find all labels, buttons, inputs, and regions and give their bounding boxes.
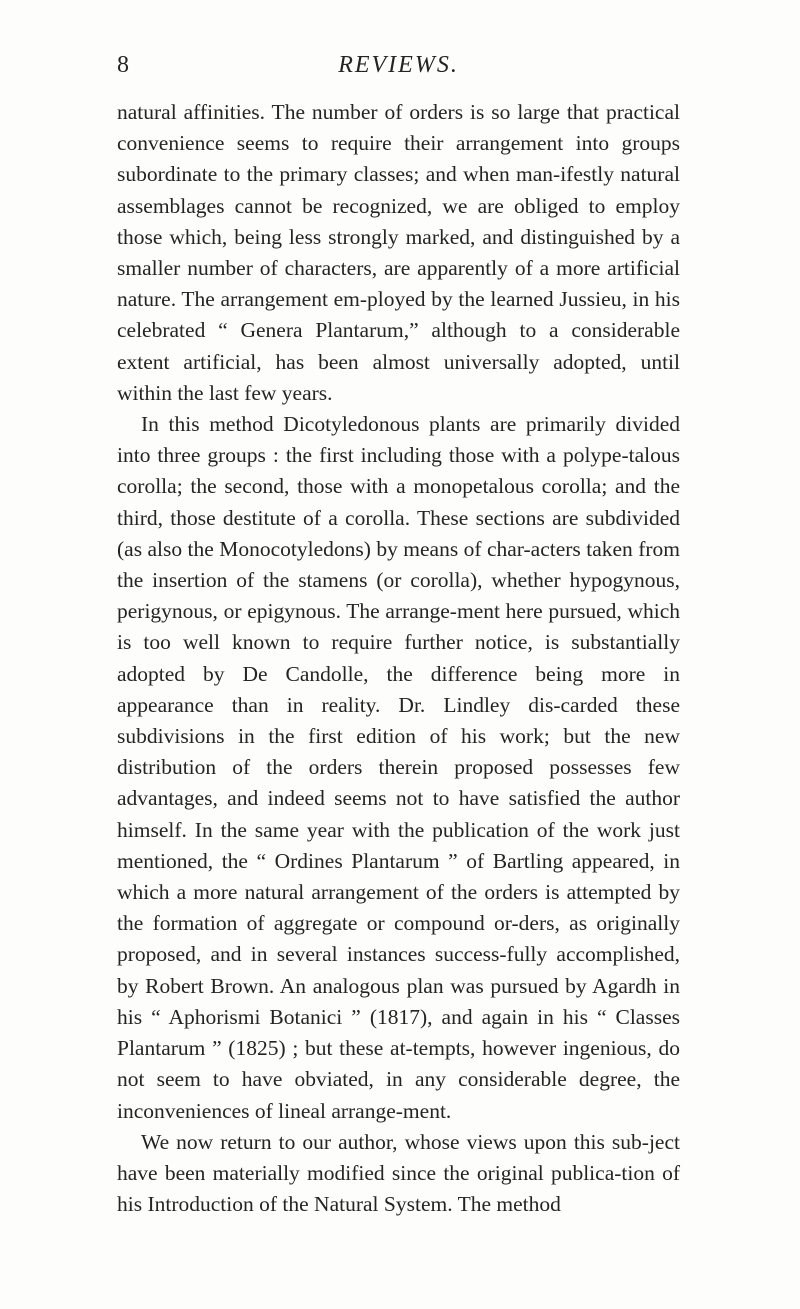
- body-text: [117, 97, 680, 1220]
- paragraph-3: We now return to our author, whose views upon this sub-ject have been materially modified since the original publica-tion of his Introduction of the Natural System. The method: [117, 1129, 680, 1217]
- page-header: [117, 50, 680, 80]
- paragraph-1: natural affinities. The number of orders is so large that practical convenience seems to require their arrangement into groups subordinate to the primary classes; and when man-ifestly natural assemblages cannot be recognized, we are obliged to employ those which, being less strongly marked, and distinguished by a smaller number of characters, are apparently of a more artificial nature. The arrangement em-ployed by the learned Jussieu, in his celebrated “ Genera Plantarum,” although to a considerable extent artificial, has been almost universally adopted, until within the last few years.: [117, 100, 680, 405]
- page-number: 8: [117, 52, 129, 78]
- running-title: REVIEWS.: [338, 52, 459, 78]
- paragraph-2: In this method Dicotyledonous plants are primarily divided into three groups : the first including those with a polype-talous corolla; the second, those with a monopetalous corolla; and the third, those destitute of a corolla. These sections are subdivided (as also the Monocotyledons) by means of char-acters taken from the insertion of the stamens (or corolla), whether hypogynous, perigynous, or epigynous. The arrange-ment here pursued, which is too well known to require further notice, is substantially adopted by De Candolle, the difference being more in appearance than in reality. Dr. Lindley dis-carded these subdivisions in the first edition of his work; but the new distribution of the orders therein proposed possesses few advantages, and indeed seems not to have satisfied the author himself. In the same year with the publication of the work just mentioned, the “ Ordines Plantarum ” of Bartling appeared, in which a more natural arrangement of the orders is attempted by the formation of aggregate or compound or-ders, as originally proposed, and in several instances success-fully accomplished, by Robert Brown. An analogous plan was pursued by Agardh in his “ Aphorismi Botanici ” (1817), and again in his “ Classes Plantarum ” (1825) ; but these at-tempts, however ingenious, do not seem to have obviated, in any considerable degree, the inconveniences of lineal arrange-ment.: [117, 412, 680, 1123]
